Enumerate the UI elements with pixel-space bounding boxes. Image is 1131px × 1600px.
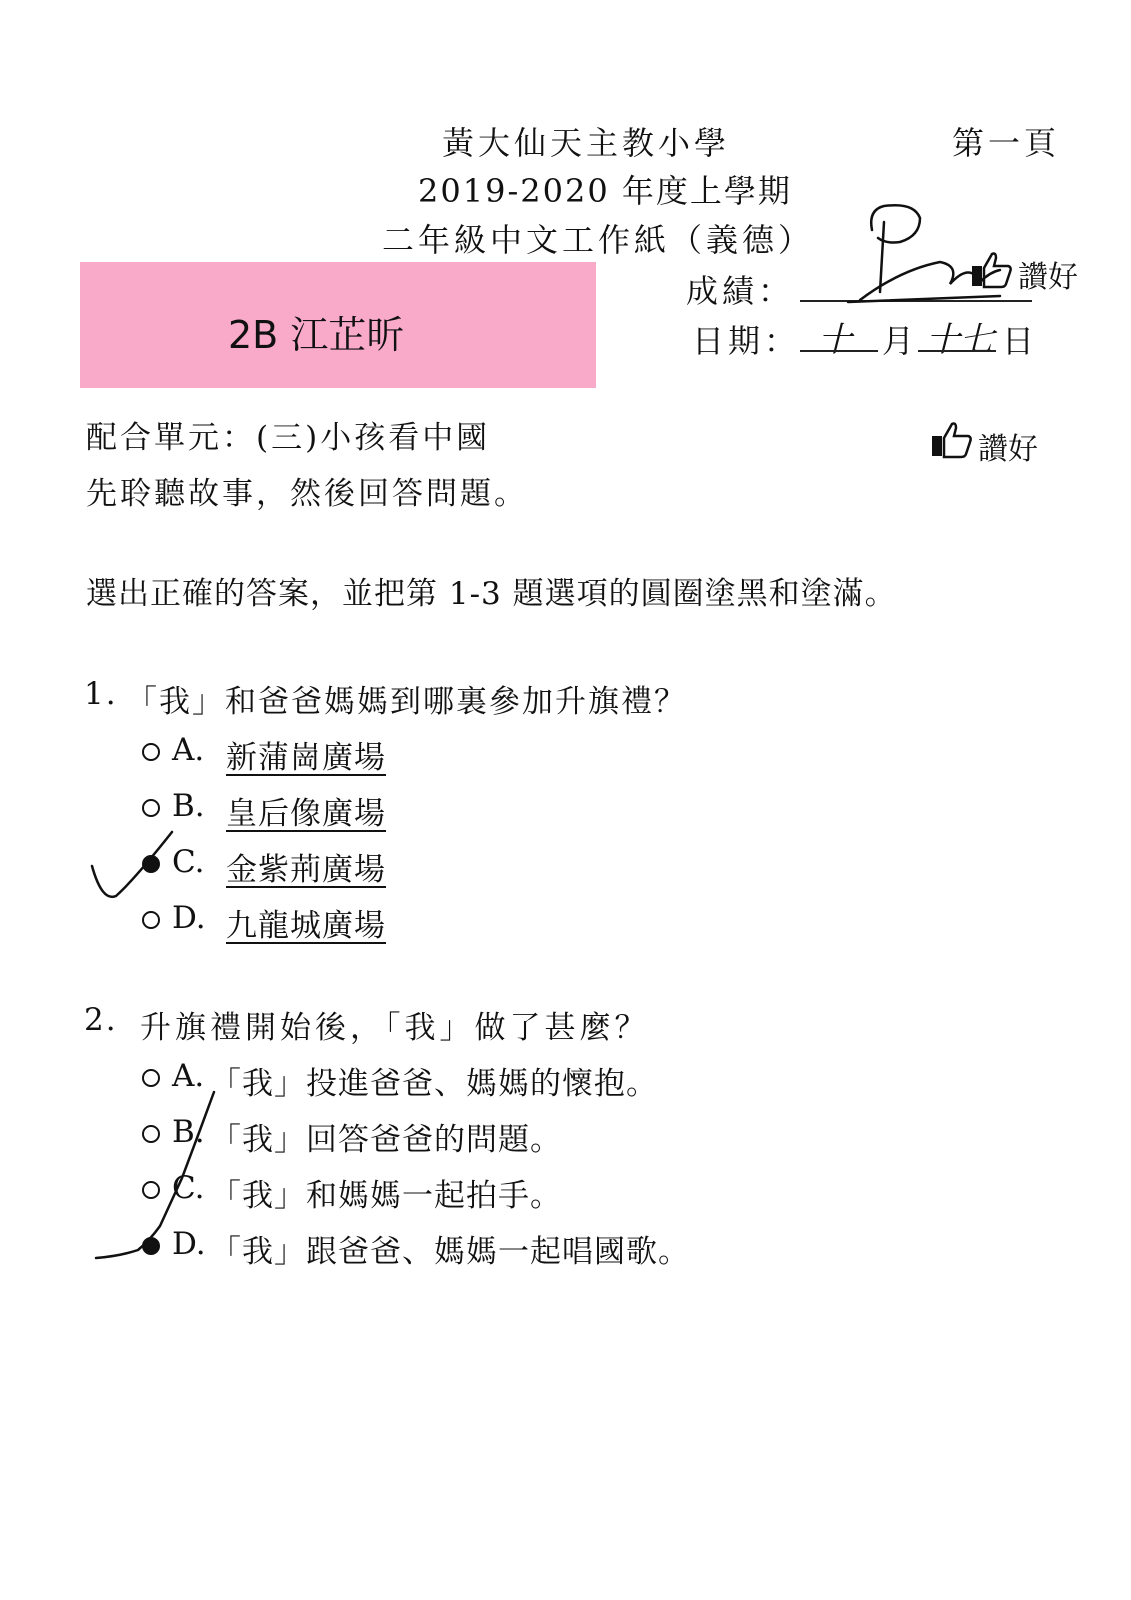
question-2-text: 升旗禮開始後，「我」做了甚麼？ — [140, 1010, 650, 1046]
worksheet-title: 二年級中文工作紙（義德） — [382, 221, 815, 259]
option-text: 新蒲崗廣場 — [226, 740, 386, 776]
date-day-value: 十七 — [926, 320, 994, 360]
instruction-line: 先聆聽故事，然後回答問題。 — [86, 476, 528, 512]
option-letter: C. — [172, 1170, 205, 1206]
date-label: 日期： — [692, 322, 801, 360]
option-letter: B. — [172, 788, 205, 824]
option-letter: A. — [172, 732, 205, 768]
option-circle[interactable] — [142, 743, 160, 761]
option-text: 九龍城廣場 — [226, 908, 386, 944]
option-letter: B. — [172, 1114, 205, 1150]
praise-stamp-1: 讚好 — [1018, 260, 1078, 295]
student-name-box — [80, 262, 596, 388]
option-text: 「我」跟爸爸、媽媽一起唱國歌。 — [210, 1234, 690, 1270]
option-circle[interactable] — [142, 1181, 160, 1199]
option-circle-filled[interactable] — [142, 1237, 160, 1255]
date-month-value: 十 — [818, 320, 852, 360]
option-circle[interactable] — [142, 1125, 160, 1143]
question-2-number: 2. — [84, 1002, 118, 1038]
praise-stamp-2: 讚好 — [978, 432, 1038, 467]
option-text: 「我」投進爸爸、媽媽的懷抱。 — [210, 1066, 658, 1102]
school-name: 黃大仙天主教小學 — [442, 124, 731, 162]
thumbs-up-icon — [930, 420, 976, 460]
option-text: 金紫荊廣場 — [226, 852, 386, 888]
option-letter: A. — [172, 1058, 205, 1094]
option-letter: D. — [172, 1226, 206, 1262]
page-number: 第一頁 — [952, 124, 1061, 162]
grade-label: 成績： — [686, 272, 795, 310]
question-1-number: 1. — [84, 676, 118, 712]
school-year: 2019-2020 年度上學期 — [418, 172, 792, 210]
option-circle[interactable] — [142, 911, 160, 929]
unit-line: 配合單元：(三)小孩看中國 — [86, 420, 491, 456]
option-letter: C. — [172, 844, 205, 880]
question-1-text: 「我」和爸爸媽媽到哪裏參加升旗禮？ — [126, 684, 687, 720]
option-circle-filled[interactable] — [142, 855, 160, 873]
date-day-line — [918, 350, 996, 352]
option-circle[interactable] — [142, 799, 160, 817]
grade-line — [800, 300, 1032, 302]
student-name: 2B 江芷昕 — [228, 313, 405, 357]
option-text: 皇后像廣場 — [226, 796, 386, 832]
option-text: 「我」和媽媽一起拍手。 — [210, 1178, 562, 1214]
task-line: 選出正確的答案，並把第 1-3 題選項的圓圈塗黑和塗滿。 — [86, 576, 897, 612]
date-month-unit: 月 — [882, 322, 919, 360]
option-letter: D. — [172, 900, 206, 936]
check-mark — [92, 832, 172, 897]
option-text: 「我」回答爸爸的問題。 — [210, 1122, 562, 1158]
date-month-line — [800, 350, 878, 352]
date-day-unit: 日 — [1002, 322, 1039, 360]
option-circle[interactable] — [142, 1069, 160, 1087]
thumbs-up-icon — [970, 250, 1016, 290]
